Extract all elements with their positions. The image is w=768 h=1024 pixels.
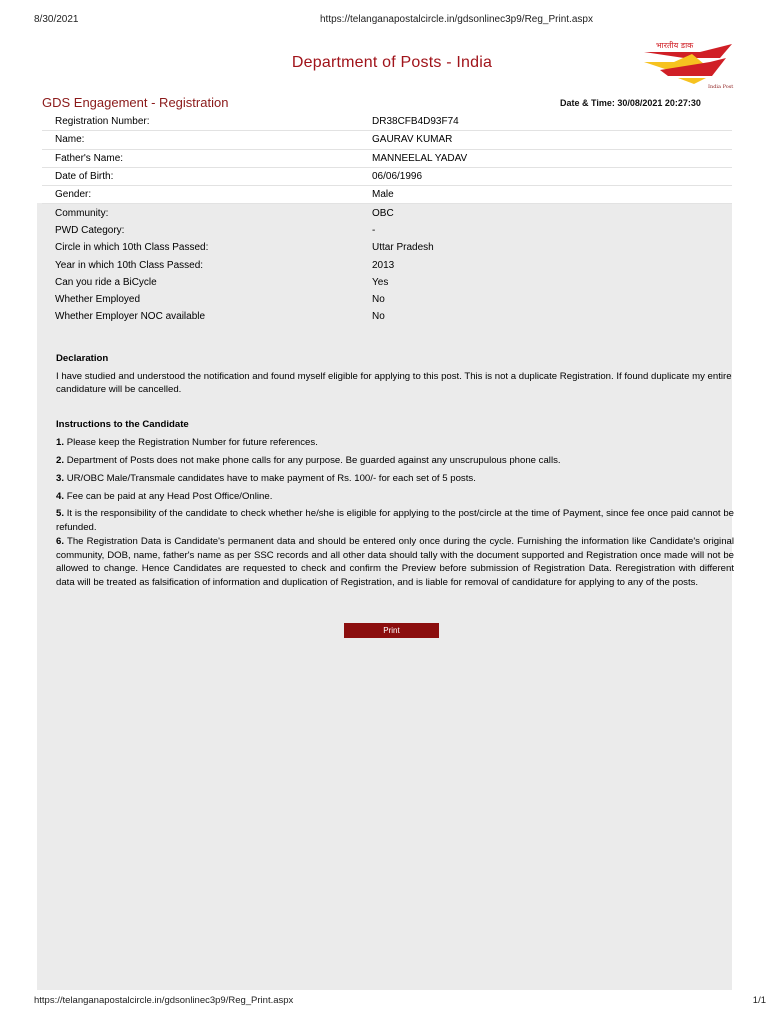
detail-label: Gender: <box>42 186 372 204</box>
detail-label: Father's Name: <box>42 149 372 167</box>
instruction-number: 2. <box>56 455 65 466</box>
detail-value: No <box>372 311 385 323</box>
detail-value: No <box>372 294 385 306</box>
print-footer-url: https://telanganapostalcircle.in/gdsonlinec3p9/Reg_Print.aspx <box>34 995 294 1006</box>
india-post-logo <box>640 38 736 90</box>
instruction-item <box>56 472 734 486</box>
detail-row-fathers-name <box>42 149 732 167</box>
instruction-text: The Registration Data is Candidate's permanent data and should be entered only once during the cycle. Furnishing the information like Candidate's original community, DOB, name, father's name as per SSC records and all other data should tally with the document supported and Registration once made will not be allowed to change. Hence Candidates are requested to check and confirm the Preview before submission of Registration Data. Reregistration with different data will be treated as falsification of information and duplication of Registration, and is liable for removal of candidature for applying to any of the posts. <box>56 536 734 588</box>
print-button[interactable]: Print <box>344 623 439 638</box>
declaration-text: I have studied and understood the notification and found myself eligible for applying to this post. This is not a duplicate Registration. If found duplicate my entire candidature will be cancelled. <box>56 371 732 395</box>
logo-caption: India Post <box>708 84 734 90</box>
detail-label: Date of Birth: <box>42 167 372 185</box>
detail-row-ride-bicycle <box>42 274 732 291</box>
instruction-text: Department of Posts does not make phone calls for any purpose. Be guarded against any unscrupulous phone calls. <box>66 455 561 466</box>
instruction-item <box>56 454 734 468</box>
print-date: 8/30/2021 <box>34 14 79 25</box>
detail-row-10th-circle <box>42 239 732 256</box>
logo-script-text: भारतीय डाक <box>656 41 694 50</box>
instruction-text: Fee can be paid at any Head Post Office/Online. <box>66 491 273 502</box>
instruction-text: Please keep the Registration Number for future references. <box>66 437 318 448</box>
detail-label: Community: <box>55 207 109 219</box>
detail-value: MANNEELAL YADAV <box>372 149 732 167</box>
detail-row-gender <box>42 186 732 204</box>
detail-label: Whether Employer NOC available <box>55 311 206 323</box>
detail-label: Circle in which 10th Class Passed: <box>55 242 209 254</box>
instruction-number: 4. <box>56 491 65 502</box>
browser-print-header <box>34 14 750 30</box>
detail-label: Year in which 10th Class Passed: <box>55 259 204 271</box>
detail-value: GAURAV KUMAR <box>372 131 732 149</box>
registration-details-table <box>42 113 732 326</box>
instruction-item <box>56 490 734 504</box>
instruction-number: 1. <box>56 437 65 448</box>
detail-value: 06/06/1996 <box>372 167 732 185</box>
instruction-number: 3. <box>56 473 65 484</box>
detail-row-date-of-birth <box>42 167 732 185</box>
page-title: Department of Posts - India <box>291 54 493 71</box>
detail-row-registration-number <box>42 113 732 131</box>
detail-value: Yes <box>372 276 389 288</box>
detail-row-employed <box>42 291 732 308</box>
detail-value: OBC <box>372 207 394 219</box>
detail-label: Can you ride a BiCycle <box>55 276 157 288</box>
instruction-item <box>56 436 734 450</box>
print-url: https://telanganapostalcircle.in/gdsonlinec3p9/Reg_Print.aspx <box>320 14 593 25</box>
instruction-number: 5. <box>56 508 65 519</box>
instruction-number: 6. <box>56 536 65 547</box>
instruction-item <box>56 507 734 534</box>
detail-value: 2013 <box>372 259 395 271</box>
instructions-title: Instructions to the Candidate <box>56 419 189 430</box>
detail-row-10th-year <box>42 256 732 273</box>
instruction-text: It is the responsibility of the candidate to check whether he/she is eligible for applying to the post/circle at the time of Payment, since fee once paid cannot be refunded. <box>56 508 734 533</box>
detail-label: PWD Category: <box>55 224 125 236</box>
detail-row-pwd-category <box>42 222 732 239</box>
detail-row-name <box>42 131 732 149</box>
detail-label: Registration Number: <box>42 113 372 131</box>
registration-datetime: Date & Time: 30/08/2021 20:27:30 <box>560 98 701 108</box>
browser-print-footer <box>34 995 768 1009</box>
declaration-title: Declaration <box>56 353 109 364</box>
detail-row-community <box>42 204 732 222</box>
detail-row-employer-noc <box>42 308 732 325</box>
detail-label: Name: <box>42 131 372 149</box>
detail-label: Whether Employed <box>55 294 141 306</box>
detail-value: Uttar Pradesh <box>372 242 434 254</box>
page-number: 1/1 <box>752 995 766 1006</box>
instruction-text: UR/OBC Male/Transmale candidates have to make payment of Rs. 100/- for each set of 5 posts. <box>66 473 476 484</box>
instruction-item <box>56 535 734 589</box>
detail-value: DR38CFB4D93F74 <box>372 113 732 131</box>
section-title: GDS Engagement - Registration <box>42 95 229 110</box>
detail-value: Male <box>372 186 732 204</box>
detail-value: - <box>372 224 376 236</box>
